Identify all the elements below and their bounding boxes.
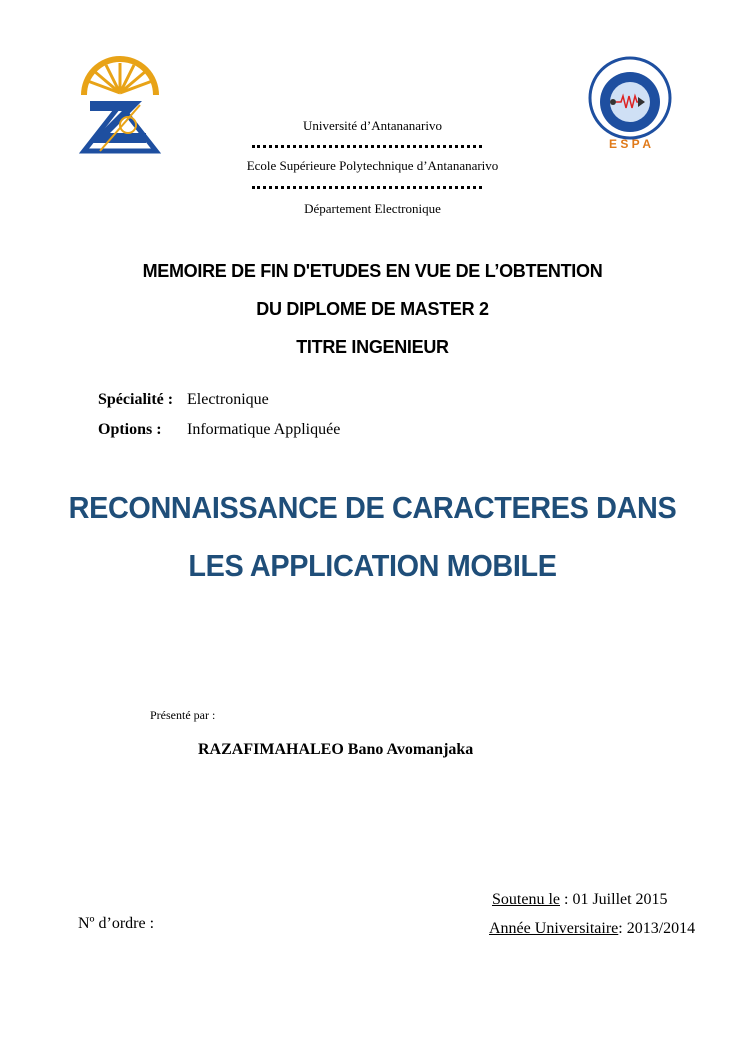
espa-acronym: E S P A (608, 137, 652, 151)
academic-year (489, 920, 695, 938)
options-label: Options : (98, 421, 162, 438)
academic-year-label: Année Universitaire (489, 920, 619, 937)
academic-year-value: : 2013/2014 (618, 920, 696, 937)
defense-date-value: : 01 Juillet 2015 (560, 891, 668, 908)
memoire-line-1: MEMOIRE DE FIN D'ETUDES EN VUE DE L’OBTENTION (142, 261, 603, 281)
thesis-title-line-2: LES APPLICATION MOBILE (188, 548, 557, 583)
presenter-name: RAZAFIMAHALEO Bano Avomanjaka (198, 741, 474, 758)
espa-school-logo (70, 55, 170, 157)
specialty-label: Spécialité : (98, 391, 174, 408)
thesis-title-line-1: RECONNAISSANCE DE CARACTERES DANS (68, 490, 677, 525)
options-value: Informatique Appliquée (187, 421, 341, 438)
presenter-label: Présenté par : (150, 708, 216, 722)
school-name: Ecole Supérieure Polytechnique d’Antananarivo (246, 158, 499, 173)
defense-date (492, 891, 668, 909)
dotted-divider (252, 145, 482, 148)
department-name: Département Electronique (304, 201, 441, 216)
specialty-value: Electronique (187, 391, 269, 408)
dotted-divider (252, 186, 482, 189)
memoire-line-2: DU DIPLOME DE MASTER 2 (256, 299, 489, 319)
university-name: Université d’Antananarivo (303, 118, 442, 133)
departement-electronique-logo (583, 50, 677, 154)
defense-date-label: Soutenu le (492, 891, 560, 908)
memoire-line-3: TITRE INGENIEUR (296, 337, 449, 357)
order-number-label: Nº d’ordre : (78, 915, 155, 932)
